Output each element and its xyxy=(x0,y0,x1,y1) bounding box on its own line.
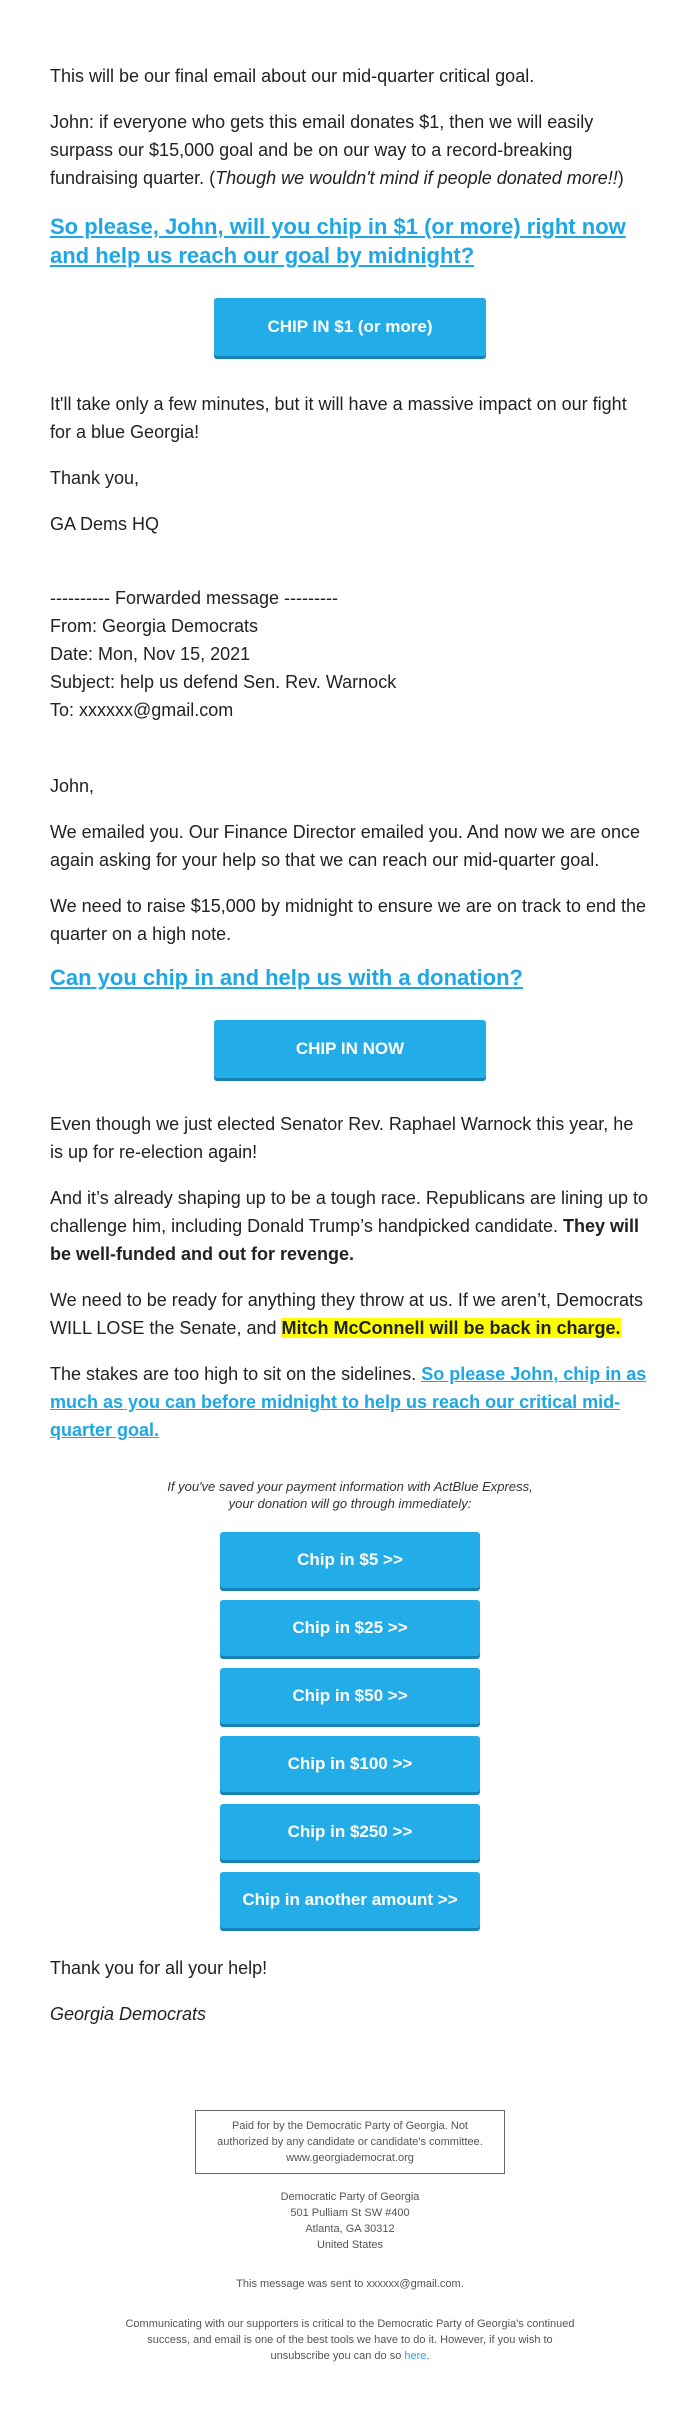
address-line-1: Democratic Party of Georgia xyxy=(280,2191,420,2203)
body-paragraph-1: We emailed you. Our Finance Director emailed you. And now we are once again asking for your help so that we can reach our mid-quarter goal. xyxy=(50,822,640,870)
forwarded-header: ---------- Forwarded message --------- xyxy=(50,588,338,608)
unsubscribe-notice xyxy=(90,2316,610,2364)
forwarded-to: To: xxxxxx@gmail.com xyxy=(50,700,234,720)
express-note-line-1: If you've saved your payment information with ActBlue Express, xyxy=(167,1479,533,1494)
chip-in-now-button[interactable]: CHIP IN NOW xyxy=(214,1020,486,1078)
chip-in-50-button[interactable]: Chip in $50 >> xyxy=(220,1668,480,1724)
paid-line-2: authorized by any candidate or candidate's committee. xyxy=(217,2136,483,2148)
body-paragraph-2: We need to raise $15,000 by midnight to ensure we are on track to end the quarter on a high note. xyxy=(50,896,647,944)
intro-signature: GA Dems HQ xyxy=(50,514,160,534)
closing-signature: Georgia Democrats xyxy=(50,2004,207,2024)
chip-in-1-button[interactable]: CHIP IN $1 (or more) xyxy=(214,298,486,356)
headline-link-donation[interactable]: Can you chip in and help us with a donation? xyxy=(50,965,523,990)
unsubscribe-link[interactable]: here xyxy=(404,2350,427,2362)
address-line-4: United States xyxy=(316,2239,384,2251)
forwarded-subject: Subject: help us defend Sen. Rev. Warnock xyxy=(50,672,397,692)
intro-p2-end: ) xyxy=(617,168,624,188)
body-p4-text: And it’s already shaping up to be a tough race. Republicans are lining up to challenge him, including Donald Trump’s handpicked candidate. xyxy=(50,1188,649,1236)
chip-in-5-button[interactable]: Chip in $5 >> xyxy=(220,1532,480,1588)
chip-in-midnight-link[interactable]: So please John, chip in as much as you can before midnight to help us reach our critical mid-quarter goal. xyxy=(50,1364,647,1440)
chip-in-250-button[interactable]: Chip in $250 >> xyxy=(220,1804,480,1860)
sent-to-notice: This message was sent to xxxxxx@gmail.com. xyxy=(236,2278,464,2290)
chip-in-another-amount-button[interactable]: Chip in another amount >> xyxy=(220,1872,480,1928)
body-p5-text: We need to be ready for anything they throw at us. If we aren’t, Democrats WILL LOSE the Senate, and xyxy=(50,1290,643,1338)
body-p4-bold: They will be well-funded and out for revenge. xyxy=(50,1216,640,1264)
unsub-line-3-text: unsubscribe you can do so xyxy=(270,2350,405,2362)
body-paragraph-3: Even though we just elected Senator Rev. Raphael Warnock this year, he is up for re-election again! xyxy=(50,1114,634,1162)
footer-address xyxy=(90,2189,610,2253)
chip-in-25-button[interactable]: Chip in $25 >> xyxy=(220,1600,480,1656)
paid-line-1: Paid for by the Democratic Party of Georgia. Not xyxy=(232,2120,468,2132)
body-paragraph-5 xyxy=(50,1286,650,1342)
intro-p2-text: John: if everyone who gets this email donates $1, then we will easily surpass our $15,000 goal and be on our way to a record-breaking fundraising quarter. ( xyxy=(50,112,594,188)
address-line-2: 501 Pulliam St SW #400 xyxy=(290,2207,410,2219)
body-paragraph-6 xyxy=(50,1360,650,1444)
unsub-line-3 xyxy=(90,2348,610,2364)
paid-line-3: www.georgiademocrat.org xyxy=(286,2152,414,2164)
unsub-line-1: Communicating with our supporters is critical to the Democratic Party of Georgia's continued xyxy=(125,2318,575,2330)
intro-thanks: Thank you, xyxy=(50,468,140,488)
intro-paragraph-2 xyxy=(50,108,650,192)
body-paragraph-4 xyxy=(50,1184,650,1268)
intro-paragraph-3: It'll take only a few minutes, but it will have a massive impact on our fight for a blue Georgia! xyxy=(50,394,627,442)
body-greeting: John, xyxy=(50,776,95,796)
body-p6-text: The stakes are too high to sit on the sidelines. xyxy=(50,1364,422,1384)
forwarded-date: Date: Mon, Nov 15, 2021 xyxy=(50,644,251,664)
intro-paragraph-1: This will be our final email about our mid-quarter critical goal. xyxy=(50,66,535,86)
address-line-3: Atlanta, GA 30312 xyxy=(305,2223,395,2235)
body-p5-highlight: Mitch McConnell will be back in charge. xyxy=(281,1318,621,1338)
forwarded-from: From: Georgia Democrats xyxy=(50,616,259,636)
express-note-line-2: your donation will go through immediately: xyxy=(228,1496,472,1511)
unsub-line-2: success, and email is one of the best tools we have to do it. However, if you wish to xyxy=(147,2334,553,2346)
paid-for-disclaimer xyxy=(195,2110,505,2174)
headline-link-chip-in-1[interactable]: So please, John, will you chip in $1 (or more) right now and help us reach our goal by midnight? xyxy=(50,214,626,268)
intro-p2-italic: Though we wouldn't mind if people donated more!! xyxy=(215,168,618,188)
chip-in-100-button[interactable]: Chip in $100 >> xyxy=(220,1736,480,1792)
closing-thanks: Thank you for all your help! xyxy=(50,1958,268,1978)
unsub-line-3-end: . xyxy=(426,2350,430,2362)
